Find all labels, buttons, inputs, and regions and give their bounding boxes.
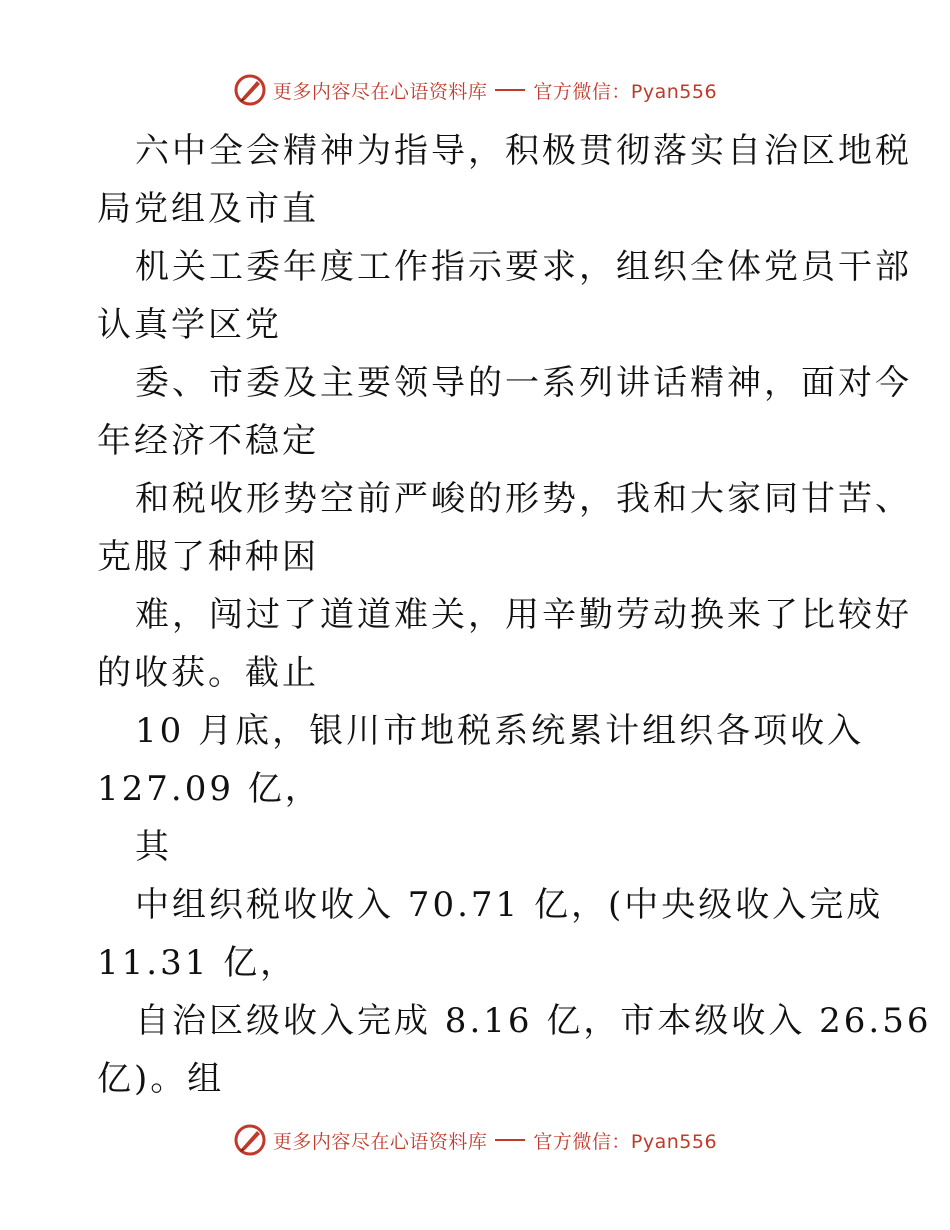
text-line: 中组织税收收入 70.71 亿，(中央级收入完成 [135, 885, 884, 925]
watermark-site-text: 更多内容尽在心语资料库 [272, 1130, 488, 1153]
text-line: 年经济不稳定 [97, 421, 319, 461]
text-line: 难，闯过了道道难关，用辛勤劳动换来了比较好 [135, 595, 912, 635]
text-line: 认真学区党 [97, 305, 282, 345]
text-line: 的收获。截止 [97, 653, 319, 693]
text-line: 六中全会精神为指导，积极贯彻落实自治区地税 [135, 131, 912, 171]
text-line: 其 [135, 827, 172, 867]
text-line: 127.09 亿， [97, 769, 322, 809]
quill-pen-logo-icon [233, 1123, 267, 1157]
text-line: 11.31 亿， [97, 943, 298, 983]
text-line: 10 月底，银川市地税系统累计组织各项收入 [135, 711, 865, 751]
watermark-site-text: 更多内容尽在心语资料库 [272, 80, 488, 103]
watermark-wechat-text: 官方微信：Pyan556 [533, 1130, 718, 1153]
document-body [97, 122, 932, 1108]
watermark-dash [495, 1139, 525, 1141]
text-line: 克服了种种困 [97, 537, 319, 577]
footer-watermark [0, 1120, 950, 1160]
text-line: 局党组及市直 [97, 189, 319, 229]
text-line: 和税收形势空前严峻的形势，我和大家同甘苦、 [135, 479, 912, 519]
quill-pen-logo-icon [233, 73, 267, 107]
text-line: 委、市委及主要领导的一系列讲话精神，面对今 [135, 363, 912, 403]
text-line: 亿)。组 [97, 1059, 225, 1099]
watermark-dash [495, 89, 525, 91]
text-line: 自治区级收入完成 8.16 亿，市本级收入 26.56 [135, 1001, 932, 1041]
watermark-wechat-text: 官方微信：Pyan556 [533, 80, 718, 103]
text-line: 机关工委年度工作指示要求，组织全体党员干部 [135, 247, 912, 287]
header-watermark [0, 70, 950, 110]
